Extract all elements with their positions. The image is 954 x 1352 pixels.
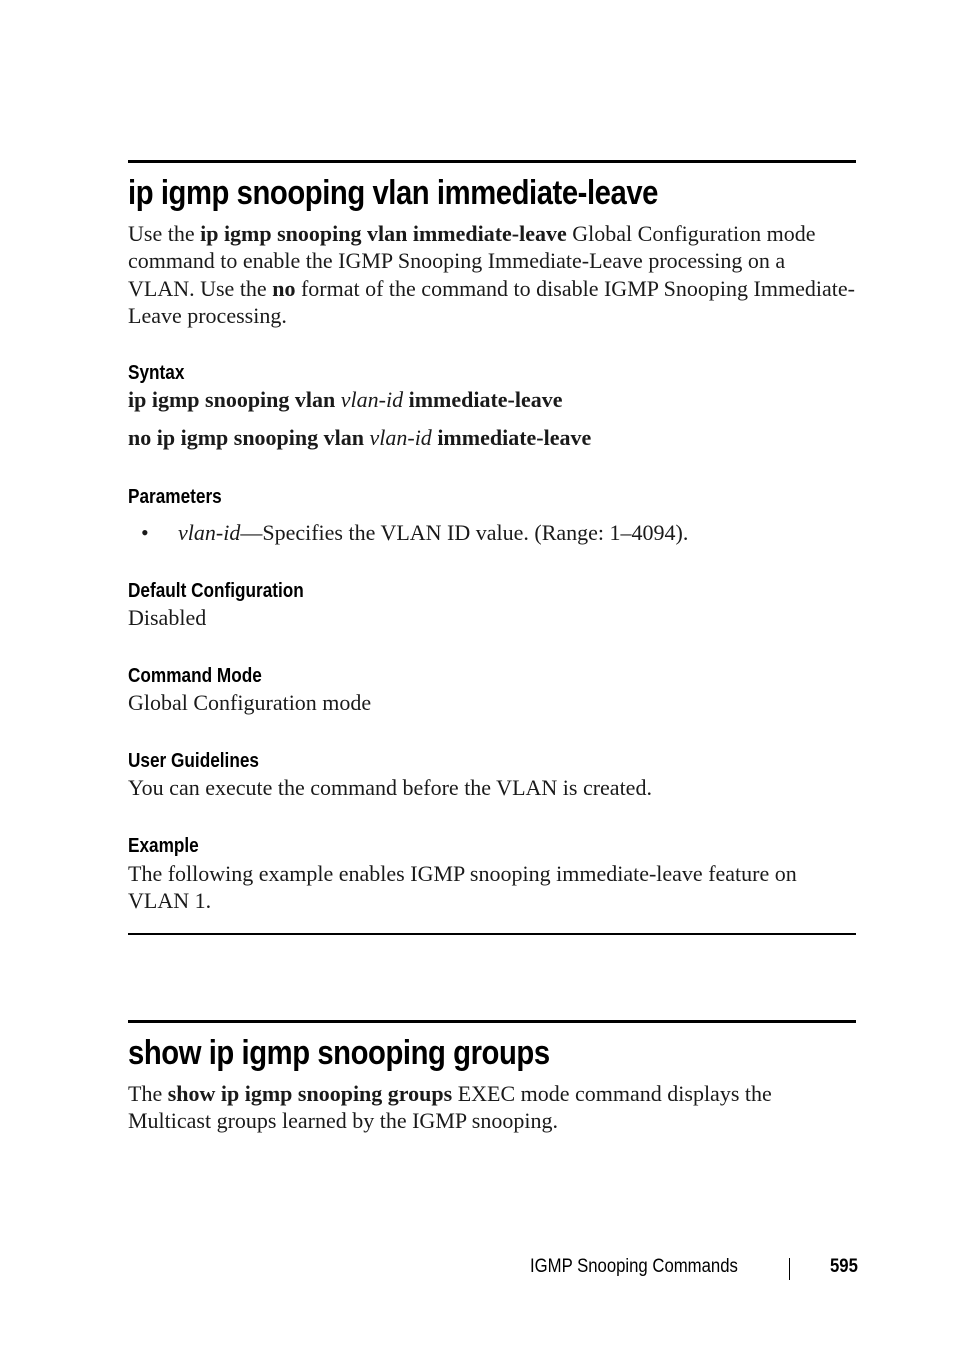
section-intro: Use the ip igmp snooping vlan immediate-leave Global Configuration mode command to enable the IGMP Snooping Immediate-Leave processing on a VLAN. Use the no format of the command to disable IGMP Snooping Immediate-Leave processing. [128,221,855,328]
page-number: 595 [830,1256,858,1277]
user-guidelines-text: You can execute the command before the VLAN is created. [128,775,652,800]
user-guidelines-heading: User Guidelines [128,750,259,772]
example-text: The following example enables IGMP snooping immediate-leave feature on VLAN 1. [128,861,797,914]
section-bottom-rule [128,933,856,935]
syntax-heading: Syntax [128,362,185,384]
section2-intro: The show ip igmp snooping groups EXEC mode command displays the Multicast groups learned by the IGMP snooping. [128,1081,772,1134]
default-configuration-value: Disabled [128,605,207,630]
command-name: ip igmp snooping vlan immediate-leave [200,221,567,246]
footer-chapter: IGMP Snooping Commands [530,1256,738,1277]
section2-command-name: show ip igmp snooping groups [167,1081,453,1106]
footer-separator [789,1258,790,1280]
example-heading: Example [128,835,199,857]
section2-title: show ip igmp snooping groups [128,1034,550,1072]
command-mode-value: Global Configuration mode [128,690,372,715]
default-configuration-heading: Default Configuration [128,580,304,602]
parameter-item: vlan-id—Specifies the VLAN ID value. (Range: 1–4094). [178,520,689,545]
section-top-rule [128,160,856,163]
syntax-line: ip igmp snooping vlan vlan-id immediate-leave [128,387,563,412]
section2-top-rule [128,1020,856,1023]
syntax-line-no: no ip igmp snooping vlan vlan-id immediate-leave [128,425,592,450]
command-mode-heading: Command Mode [128,665,262,687]
no-keyword: no [272,275,296,301]
section-title: ip igmp snooping vlan immediate-leave [128,174,659,212]
bullet-marker: • [141,520,149,545]
parameters-heading: Parameters [128,486,222,508]
